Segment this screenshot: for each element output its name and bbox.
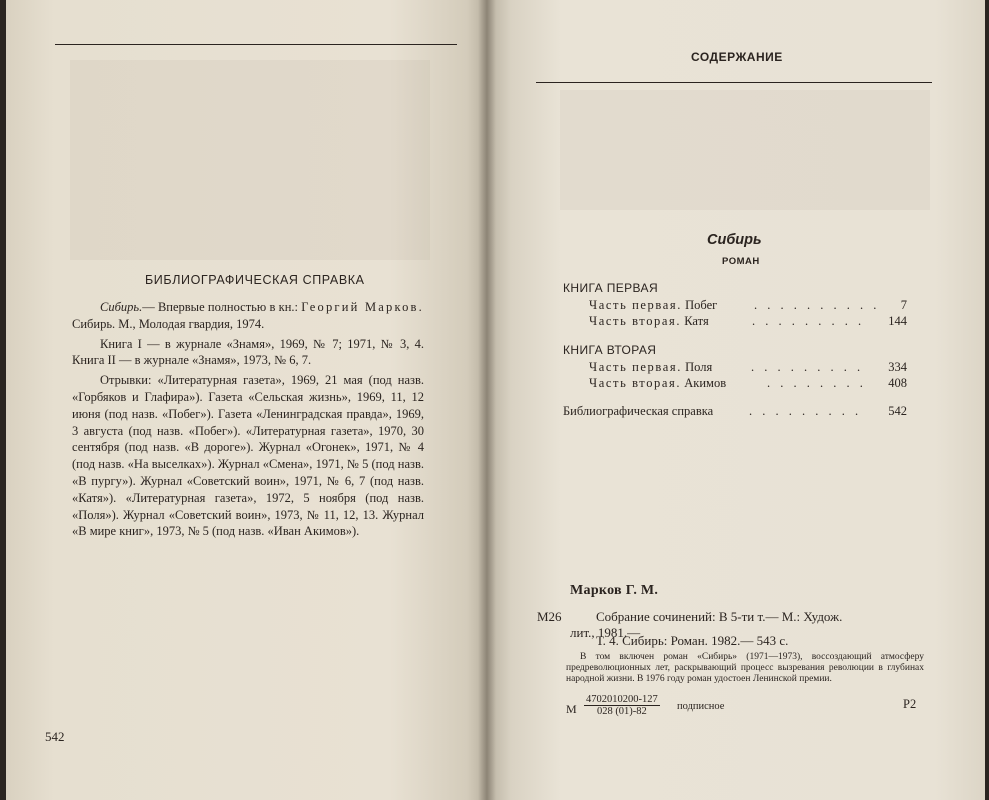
contents-heading: СОДЕРЖАНИЕ: [691, 50, 783, 64]
book-gutter: [478, 0, 496, 800]
catalog-line-2: лит., 1981.—: [570, 625, 641, 640]
catalog-line-1: Собрание сочинений: В 5-ти т.— М.: Худож.: [596, 609, 843, 624]
toc-page-number: 144: [888, 314, 907, 328]
toc-part: Часть первая.: [589, 360, 682, 374]
left-header-rule: [55, 44, 457, 45]
toc-entry[interactable]: [589, 314, 907, 330]
toc-page-number: 408: [888, 376, 907, 390]
catalog-code: М26: [537, 609, 562, 624]
toc-entry[interactable]: [589, 360, 907, 376]
toc-part-title: Акимов: [684, 376, 727, 390]
toc-part: Часть первая.: [589, 298, 682, 312]
book-one-heading: КНИГА ПЕРВАЯ: [563, 281, 659, 295]
show-through-texture-right: [560, 90, 930, 210]
toc-part: Часть вторая.: [589, 376, 682, 390]
toc-page-number: 7: [900, 298, 907, 312]
catalog-annotation: В том включен роман «Сибирь» (1971—1973), воссоздающий атмосферу предреволюционных лет, раскрывающий процесс вызревания революции в глубинах народной жизни. В 1976 году роман удостоен Ленинской премии.: [566, 652, 924, 684]
toc-page-number: 542: [888, 404, 907, 418]
catalog-classification: Р2: [903, 697, 917, 711]
toc-entry-label: [589, 360, 712, 375]
toc-part-title: Поля: [685, 360, 713, 374]
toc-entry[interactable]: [589, 376, 907, 392]
toc-part: Часть вторая.: [589, 314, 682, 328]
toc-page-number: 334: [888, 360, 907, 374]
bibliography-author: Георгий Марков.: [301, 300, 424, 314]
left-page-number: 542: [45, 729, 65, 744]
catalog-subscription: подписное: [677, 701, 725, 712]
show-through-texture: [70, 60, 430, 260]
toc-leader-dots: . . . . . . . .: [767, 376, 867, 390]
book-two-heading: КНИГА ВТОРАЯ: [563, 343, 657, 357]
bibliography-heading: БИБЛИОГРАФИЧЕСКАЯ СПРАВКА: [145, 273, 365, 287]
catalog-index-fraction: [584, 694, 660, 717]
catalog-author: Марков Г. М.: [570, 583, 659, 598]
toc-entry-label: [589, 376, 726, 391]
novel-genre: РОМАН: [722, 256, 760, 267]
bibliography-text-2: Сибирь. М., Молодая гвардия, 1974.: [72, 316, 265, 331]
bibliography-paragraph-2: Книга I — в журнале «Знамя», 1969, № 7; 1971, № 3, 4. Книга II — в журнале «Знамя», 1973, № 6, 7.: [72, 336, 424, 368]
toc-entry-bibliography[interactable]: [563, 404, 907, 420]
right-header-rule: [536, 82, 932, 83]
bibliography-title: Сибирь.: [100, 300, 143, 314]
novel-title: Сибирь: [707, 232, 762, 248]
toc-leader-dots: . . . . . . . . .: [751, 360, 864, 374]
bibliography-paragraph-1: [72, 299, 424, 333]
toc-entry[interactable]: [589, 298, 907, 314]
catalog-index-numerator: 4702010200-127: [586, 694, 658, 705]
catalog-line-3: Т. 4. Сибирь: Роман. 1982.— 543 с.: [596, 633, 789, 648]
bibliography-paragraph-3: Отрывки: «Литературная газета», 1969, 21 мая (под назв. «Горбяков и Глафира»). Газета «Сельская жизнь», 1969, 11, 12 июня (под назв. «Побег»). Газета «Ленинградская правда», 1969, 3 августа (под назв. «Побег»). «Литературная газета», 1970, 30 сентября (под назв. «В дороге»). Журнал «Огонек», 1971, № 4 (под назв. «На выселках»). Журнал «Смена», 1971, № 5 (под назв. «В пургу»). Журнал «Советский воин», 1971, № 6, 7 (под назв. «Катя»). «Литературная газета», 1972, 5 ноября (под назв. «Поля»). Журнал «Советский воин», 1973, № 11, 12, 13. Журнал «В мире книг», 1973, № 5 (под назв. «Иван Акимов»).: [72, 373, 424, 539]
catalog-index-denominator: 028 (01)-82: [596, 706, 647, 717]
toc-leader-dots: . . . . . . . . . .: [754, 298, 880, 312]
toc-entry-label: [589, 314, 709, 329]
bibliography-text-1: — Впервые полностью в кн.:: [142, 300, 302, 314]
toc-part-title: Катя: [684, 314, 709, 328]
toc-entry-label: [589, 298, 717, 313]
toc-entry-label: Библиографическая справка: [563, 404, 714, 418]
toc-leader-dots: . . . . . . . . .: [749, 404, 862, 418]
toc-part-title: Побег: [685, 298, 718, 312]
catalog-index-letter: М: [566, 702, 577, 716]
toc-leader-dots: . . . . . . . . .: [752, 314, 865, 328]
bibliography-body: [72, 299, 424, 540]
